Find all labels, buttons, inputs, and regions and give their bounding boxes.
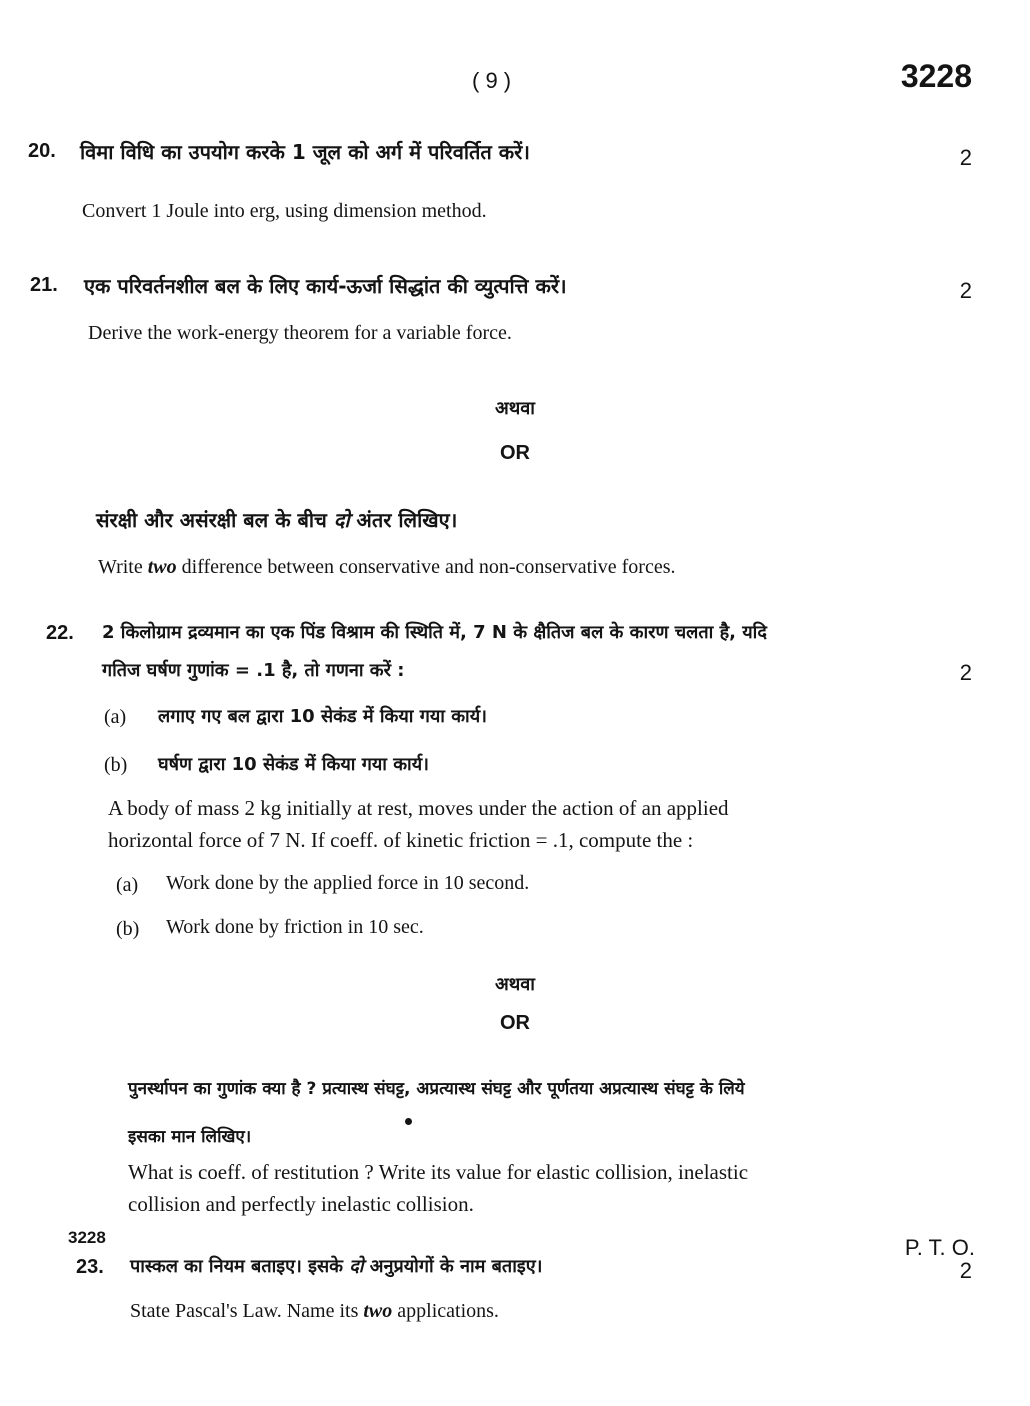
stray-dot-mark <box>405 1118 412 1125</box>
question-23-english: State Pascal's Law. Name its two applications. <box>130 1300 499 1322</box>
paper-code-header: 3228 <box>900 58 972 94</box>
question-21-hindi: एक परिवर्तनशील बल के लिए कार्य-ऊर्जा सिद्धांत की व्युत्पत्ति करें। <box>84 274 567 298</box>
question-22-hindi-line1: 2 किलोग्राम द्रव्यमान का एक पिंड विश्राम की स्थिति में, 7 N के क्षैतिज बल के कारण चलता है, यदि <box>102 622 767 643</box>
question-23-number: 23. <box>76 1256 104 1278</box>
question-20-hindi: विमा विधि का उपयोग करके 1 जूल को अर्ग में परिवर्तित करें। <box>80 140 530 164</box>
question-22-hindi-a: लगाए गए बल द्वारा 10 सेकंड में किया गया कार्य। <box>158 706 487 727</box>
question-22-hindi-a-label: (a) <box>104 706 127 728</box>
page-number: ( 9 ) <box>472 68 512 93</box>
question-20-marks: 2 <box>959 145 972 170</box>
question-20-english: Convert 1 Joule into erg, using dimension method. <box>82 200 487 222</box>
question-22-number: 22. <box>46 622 74 644</box>
question-20-number: 20. <box>28 140 56 162</box>
question-21-alt-hindi: संरक्षी और असंरक्षी बल के बीच दो अंतर लिखिए। <box>96 508 458 532</box>
question-22-or-english: OR <box>500 1012 530 1034</box>
question-22-hindi-b-label: (b) <box>104 754 128 776</box>
question-21-alt-english: Write two difference between conservative and non-conservative forces. <box>98 556 676 578</box>
question-23-hindi: पास्कल का नियम बताइए। इसके दो अनुप्रयोगों के नाम बताइए। <box>130 1256 543 1277</box>
question-22-marks: 2 <box>959 660 972 685</box>
question-22-hindi-b: घर्षण द्वारा 10 सेकंड में किया गया कार्य। <box>158 754 429 775</box>
question-21-number: 21. <box>30 274 58 296</box>
question-22-or-hindi: अथवा <box>495 974 535 995</box>
question-22-alt-english-line1: What is coeff. of restitution ? Write its value for elastic collision, inelastic <box>128 1160 749 1184</box>
question-21-english: Derive the work-energy theorem for a variable force. <box>88 322 512 344</box>
question-22-english-line2: horizontal force of 7 N. If coeff. of kinetic friction = .1, compute the : <box>108 828 694 852</box>
question-22-alt-english-line2: collision and perfectly inelastic collision. <box>128 1192 474 1216</box>
question-21-or-english: OR <box>500 442 530 464</box>
question-22-alt-hindi-line1: पुनर्स्थापन का गुणांक क्या है ? प्रत्यास्थ संघट्ट, अप्रत्यास्थ संघट्ट और पूर्णतया अप्रत्यास्थ संघट्ट के लिये <box>128 1079 745 1099</box>
question-21-marks: 2 <box>959 278 972 303</box>
question-22-english-a: Work done by the applied force in 10 second. <box>166 872 530 894</box>
question-22-english-a-label: (a) <box>116 874 139 896</box>
please-turn-over: P. T. O. <box>904 1235 975 1260</box>
question-22-english-line1: A body of mass 2 kg initially at rest, moves under the action of an applied <box>108 796 729 820</box>
question-22-alt-hindi-line2: इसका मान लिखिए। <box>128 1127 252 1147</box>
question-23-marks: 2 <box>959 1258 972 1283</box>
question-21-or-hindi: अथवा <box>495 398 535 419</box>
paper-code-footer: 3228 <box>68 1228 106 1247</box>
question-22-english-b: Work done by friction in 10 sec. <box>166 916 424 938</box>
question-22-english-b-label: (b) <box>116 918 140 940</box>
question-22-hindi-line2: गतिज घर्षण गुणांक = .1 है, तो गणना करें : <box>102 660 405 681</box>
